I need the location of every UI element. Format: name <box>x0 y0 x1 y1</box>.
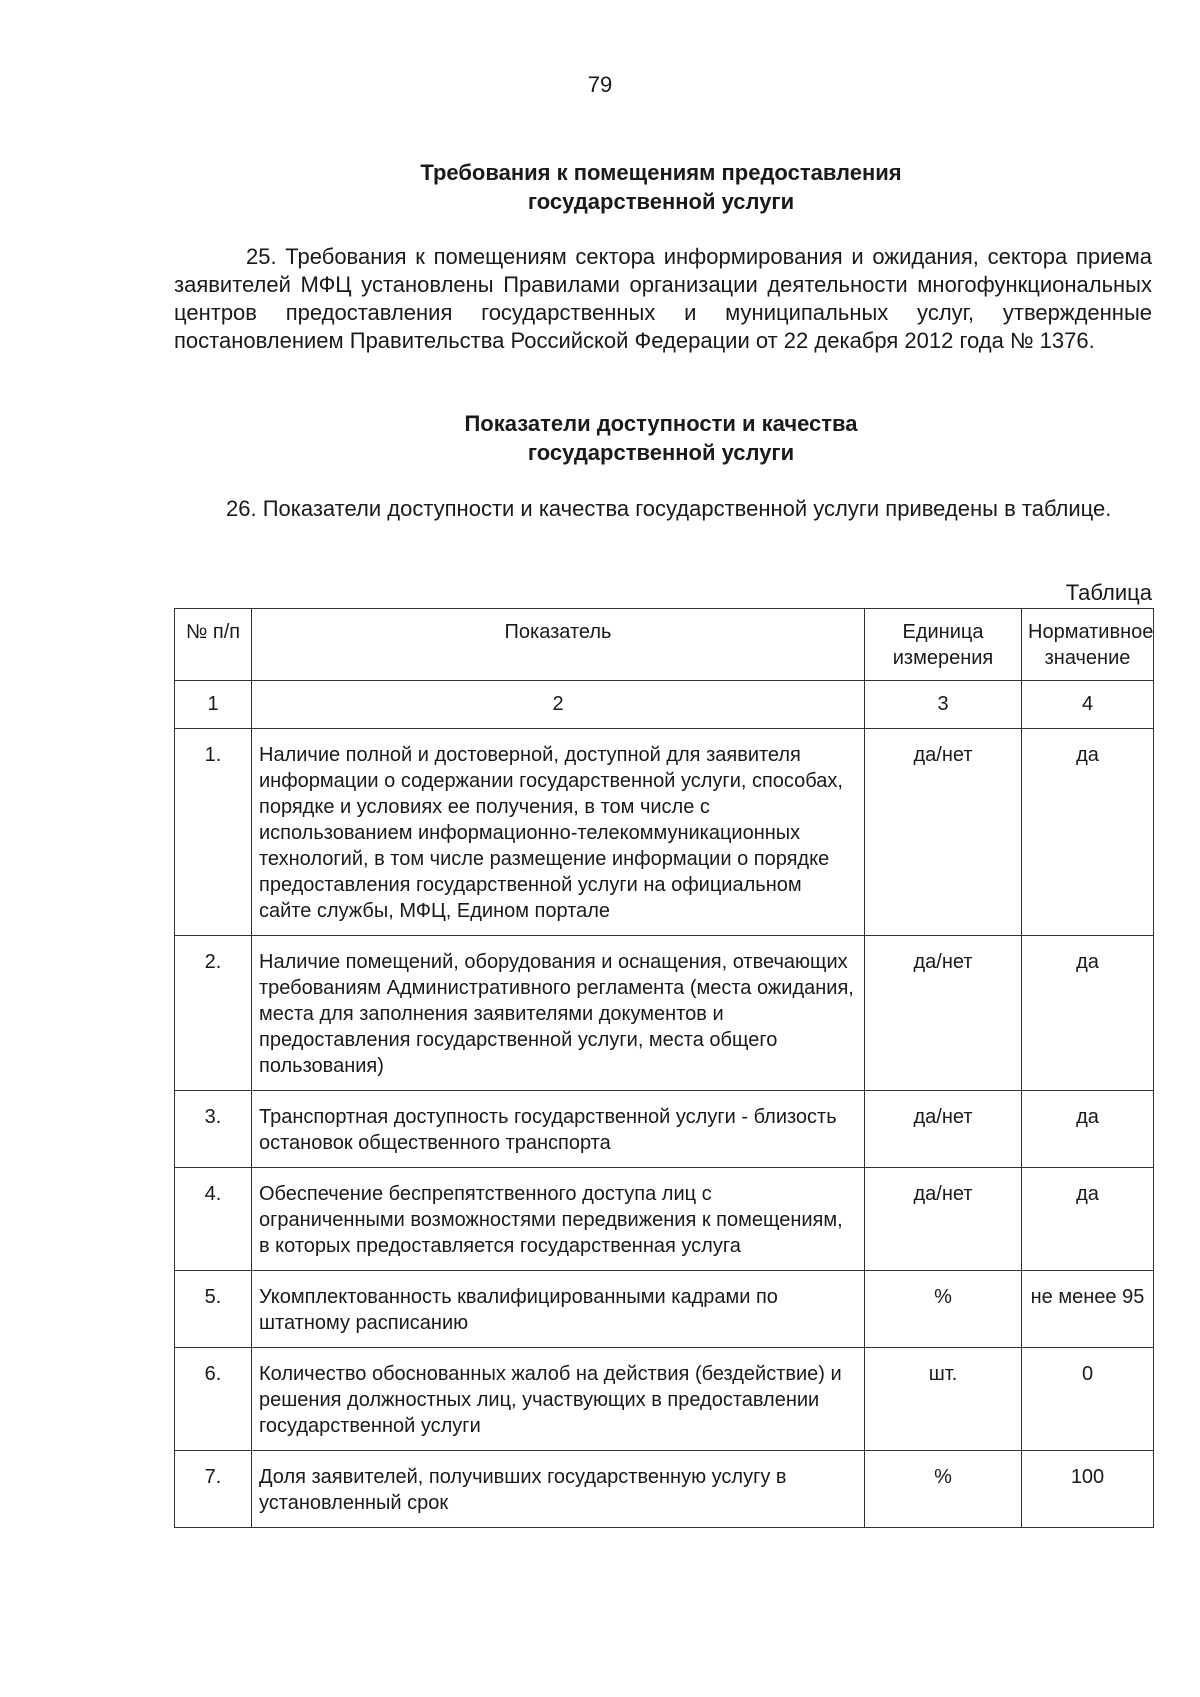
row-value: да <box>1022 936 1154 1091</box>
table-row <box>175 1348 1154 1451</box>
row-unit: шт. <box>865 1348 1022 1451</box>
heading-line: Показатели доступности и качества <box>464 411 858 436</box>
heading-line: Требования к помещениям предоставления <box>420 160 902 185</box>
paragraph-26: 26. Показатели доступности и качества государственной услуги приведены в таблице. <box>226 496 1112 521</box>
column-index: 4 <box>1022 681 1154 729</box>
section-heading-indicators <box>170 409 1152 467</box>
row-value: да <box>1022 1091 1154 1168</box>
table-row <box>175 1451 1154 1528</box>
paragraph-25: 25. Требования к помещениям сектора информирования и ожидания, сектора приема заявителей МФЦ установлены Правилами организации деятельности многофункциональных центров предоставления государственных и муниципальных услуг, утвержденные постановлением Правительства Российской Федерации от 22 декабря 2012 года № 1376. <box>174 244 1152 353</box>
row-number: 4. <box>175 1168 252 1271</box>
row-value: не менее 95 <box>1022 1271 1154 1348</box>
column-index: 2 <box>252 681 865 729</box>
row-indicator: Обеспечение беспрепятственного доступа лиц с ограниченными возможностями передвижения к помещениям, в которых предоставляется государственная услуга <box>252 1168 865 1271</box>
table-row <box>175 936 1154 1091</box>
row-unit: да/нет <box>865 936 1022 1091</box>
row-number: 1. <box>175 729 252 936</box>
row-number: 7. <box>175 1451 252 1528</box>
column-index: 3 <box>865 681 1022 729</box>
table-row <box>175 729 1154 936</box>
heading-line: государственной услуги <box>527 440 795 465</box>
table-row <box>175 1168 1154 1271</box>
row-unit: % <box>865 1451 1022 1528</box>
row-number: 2. <box>175 936 252 1091</box>
header-unit: Единица измерения <box>865 609 1022 681</box>
row-number: 3. <box>175 1091 252 1168</box>
row-indicator: Укомплектованность квалифицированными кадрами по штатному расписанию <box>252 1271 865 1348</box>
heading-line: государственной услуги <box>527 189 795 214</box>
table-row <box>175 1271 1154 1348</box>
row-value: да <box>1022 729 1154 936</box>
row-unit: % <box>865 1271 1022 1348</box>
row-unit: да/нет <box>865 1091 1022 1168</box>
indicators-table <box>174 608 1154 1528</box>
row-unit: да/нет <box>865 1168 1022 1271</box>
row-indicator: Доля заявителей, получивших государственную услугу в установленный срок <box>252 1451 865 1528</box>
row-indicator: Наличие помещений, оборудования и оснащения, отвечающих требованиям Административного регламента (места ожидания, места для заполнения заявителями документов и предоставления государственной услуги, места общего пользования) <box>252 936 865 1091</box>
column-index: 1 <box>175 681 252 729</box>
table-caption: Таблица <box>1065 580 1152 605</box>
header-number: № п/п <box>175 609 252 681</box>
section-heading-premises <box>170 158 1152 216</box>
row-indicator: Наличие полной и достоверной, доступной для заявителя информации о содержании государственной услуги, способах, порядке и условиях ее получения, в том числе с использованием информационно-телекоммуникационных технологий, в том числе размещение информации о порядке предоставления государственной услуги на официальном сайте службы, МФЦ, Едином портале <box>252 729 865 936</box>
row-indicator: Транспортная доступность государственной услуги - близость остановок общественного транспорта <box>252 1091 865 1168</box>
row-unit: да/нет <box>865 729 1022 936</box>
row-value: 100 <box>1022 1451 1154 1528</box>
row-number: 5. <box>175 1271 252 1348</box>
page-number: 79 <box>587 72 613 97</box>
table-header-row <box>175 609 1154 681</box>
row-value: 0 <box>1022 1348 1154 1451</box>
header-indicator: Показатель <box>252 609 865 681</box>
header-norm-value: Нормативное значение <box>1022 609 1154 681</box>
row-number: 6. <box>175 1348 252 1451</box>
column-index-row <box>175 681 1154 729</box>
row-indicator: Количество обоснованных жалоб на действия (бездействие) и решения должностных лиц, участвующих в предоставлении государственной услуги <box>252 1348 865 1451</box>
table-row <box>175 1091 1154 1168</box>
row-value: да <box>1022 1168 1154 1271</box>
